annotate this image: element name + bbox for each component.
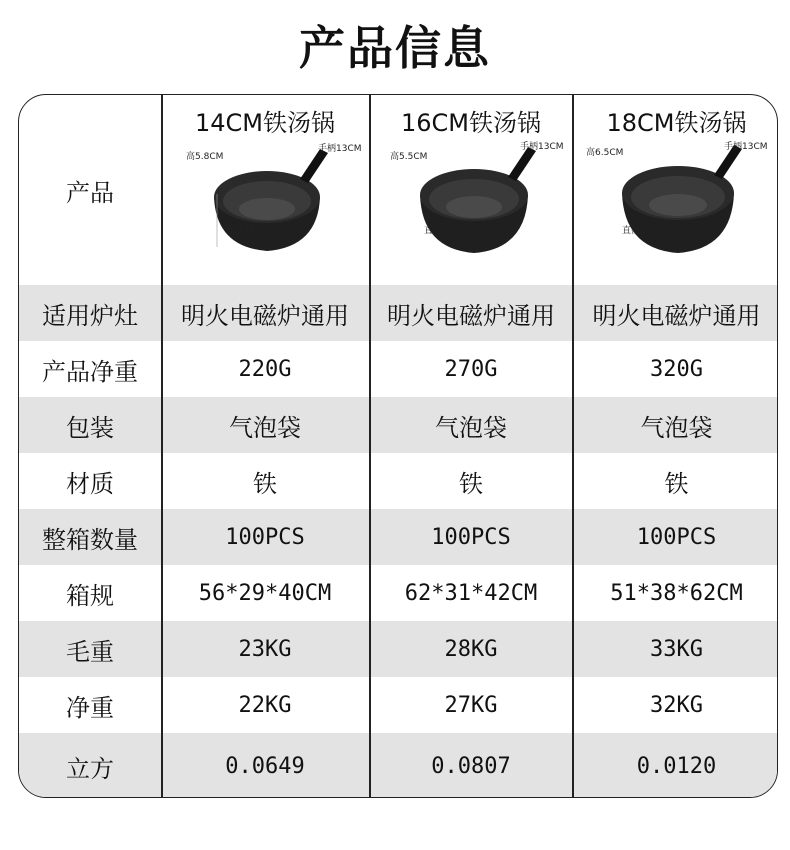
- diameter-label: 直径18.8CM: [622, 226, 675, 236]
- cell-value: 气泡袋: [640, 413, 713, 442]
- cell-value: 铁: [253, 469, 277, 498]
- cell-value: 32KG: [650, 692, 703, 718]
- cell-value: 320G: [650, 356, 703, 382]
- product-name: 16CM铁汤锅: [400, 109, 541, 137]
- page-title: 产品信息: [299, 21, 491, 75]
- cell-value: 0.0807: [431, 753, 511, 779]
- product-column-2: [370, 95, 572, 285]
- row-label-product: 产品: [66, 178, 114, 207]
- column-divider: [161, 95, 163, 797]
- handle-label: 手柄13CM: [520, 142, 564, 152]
- cell-value: 100PCS: [636, 524, 717, 550]
- cell-value: 220G: [238, 356, 292, 382]
- cell-value: 0.0120: [636, 753, 717, 779]
- cell-value: 22KG: [238, 692, 292, 718]
- row-label: 适用炉灶: [42, 301, 138, 330]
- cell-value: 27KG: [444, 692, 498, 718]
- row-label: 整箱数量: [42, 525, 138, 554]
- cell-value: 23KG: [238, 636, 292, 662]
- column-divider: [369, 95, 371, 797]
- height-label: 高6.5CM: [586, 148, 624, 158]
- row-label: 材质: [66, 469, 114, 498]
- table-row: [19, 621, 777, 677]
- cell-value: 100PCS: [225, 524, 305, 550]
- product-info-table: [18, 94, 778, 798]
- cell-value: 33KG: [650, 636, 703, 662]
- cell-value: 100PCS: [431, 524, 511, 550]
- pan-image: [574, 139, 778, 285]
- product-column-1: [162, 95, 368, 285]
- table-row: [19, 453, 777, 509]
- cell-value: 气泡袋: [229, 413, 301, 442]
- height-label: 高5.5CM: [390, 152, 428, 162]
- product-header-row: [19, 95, 777, 285]
- row-label: 立方: [66, 754, 114, 783]
- cell-value: 56*29*40CM: [198, 580, 332, 606]
- cell-value: 明火电磁炉通用: [592, 301, 761, 330]
- product-name: 14CM铁汤锅: [194, 109, 335, 137]
- cell-value: 270G: [444, 356, 498, 382]
- row-label: 箱规: [66, 581, 114, 610]
- table-row: [19, 677, 777, 733]
- cell-value: 铁: [664, 469, 689, 498]
- cell-value: 51*38*62CM: [610, 580, 743, 606]
- row-label: 净重: [66, 693, 114, 722]
- cell-value: 62*31*42CM: [404, 580, 538, 606]
- product-column-3: [574, 95, 778, 285]
- product-name: 18CM铁汤锅: [606, 109, 747, 137]
- column-divider: [572, 95, 574, 797]
- cell-value: 0.0649: [225, 753, 305, 779]
- table-row: [19, 341, 777, 397]
- table-row: [19, 733, 777, 798]
- cell-value: 气泡袋: [435, 413, 507, 442]
- table-row: [19, 397, 777, 453]
- diameter-label: 直径16.8CM: [424, 226, 477, 236]
- table-row: [19, 285, 777, 341]
- handle-label: 手柄13CM: [318, 144, 362, 154]
- table-row: [19, 565, 777, 621]
- table-row: [19, 509, 777, 565]
- height-label: 高5.8CM: [186, 152, 224, 162]
- cell-value: 明火电磁炉通用: [387, 301, 555, 330]
- cell-value: 铁: [459, 469, 483, 498]
- cell-value: 明火电磁炉通用: [181, 301, 349, 330]
- row-label: 产品净重: [42, 357, 138, 386]
- row-label: 毛重: [66, 637, 114, 666]
- handle-label: 手柄13CM: [724, 142, 768, 152]
- cell-value: 28KG: [444, 636, 498, 662]
- diameter-label: 直径14.7CM: [226, 225, 279, 235]
- row-label: 包装: [66, 413, 114, 442]
